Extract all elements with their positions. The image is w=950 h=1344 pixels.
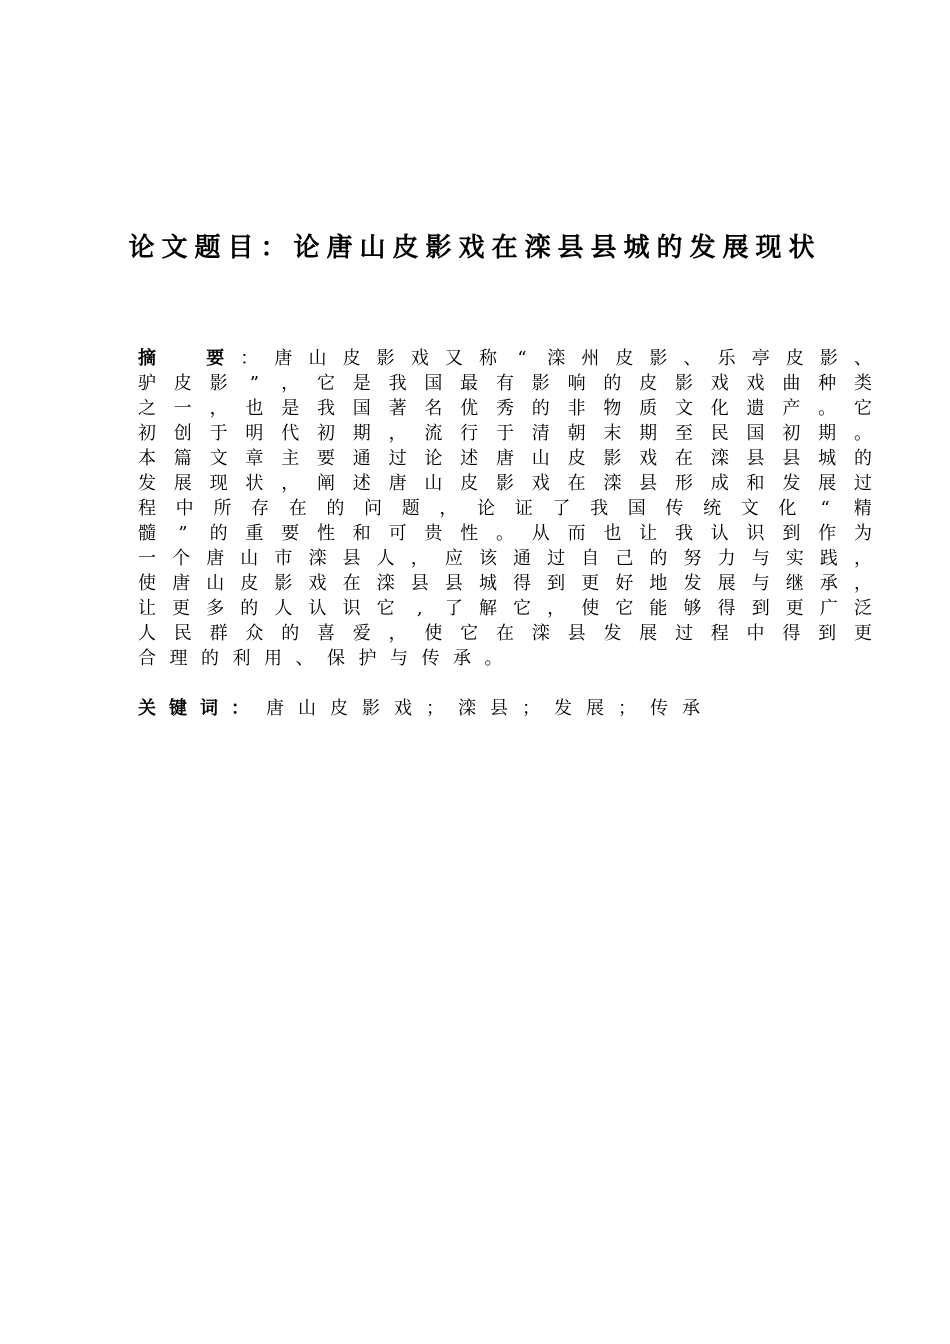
abstract-line: 本 篇 文 章 主 要 通 过 论 述 唐 山 皮 影 戏 在 滦 县 县 城 的 [138,448,872,469]
abstract-line: 发 展 现 状 ， 阐 述 唐 山 皮 影 戏 在 滦 县 形 成 和 发 展 过 [138,473,872,494]
abstract-line: 程 中 所 存 在 的 问 题 ， 论 证 了 我 国 传 统 文 化 “ 精 [138,498,872,519]
abstract-line: 摘 要 ： 唐 山 皮 影 戏 又 称 “ 滦 州 皮 影 、 乐 亭 皮 影 、 [138,348,872,369]
keywords-text: 唐山皮影戏；滦县；发展；传承 [266,698,714,719]
paper-title: 论文题目：论唐山皮影戏在滦县县城的发展现状 [128,233,822,263]
abstract-line: 初 创 于 明 代 初 期 ， 流 行 于 清 朝 末 期 至 民 国 初 期 。 [138,423,872,444]
abstract-line: 合理的利用、保护与传承。 [138,648,516,669]
keywords-line [138,696,714,722]
abstract-block [138,346,872,671]
abstract-line: 髓 ” 的 重 要 性 和 可 贵 性 。 从 而 也 让 我 认 识 到 作 为 [138,523,872,544]
abstract-line: 之 一 ， 也 是 我 国 著 名 优 秀 的 非 物 质 文 化 遗 产 。 它 [138,398,872,419]
abstract-line: 驴 皮 影 ” ， 它 是 我 国 最 有 影 响 的 皮 影 戏 戏 曲 种 类 [138,373,872,394]
abstract-line: 一 个 唐 山 市 滦 县 人 ， 应 该 通 过 自 己 的 努 力 与 实 践 ， [138,548,872,569]
abstract-line: 人 民 群 众 的 喜 爱 ， 使 它 在 滦 县 发 展 过 程 中 得 到 更 [138,623,872,644]
abstract-line: 让 更 多 的 人 认 识 它 , 了 解 它 ， 使 它 能 够 得 到 更 广 泛 [138,598,872,619]
keywords-label: 关键词： [138,698,262,719]
abstract-line: 使 唐 山 皮 影 戏 在 滦 县 县 城 得 到 更 好 地 发 展 与 继 承 ， [138,573,872,594]
